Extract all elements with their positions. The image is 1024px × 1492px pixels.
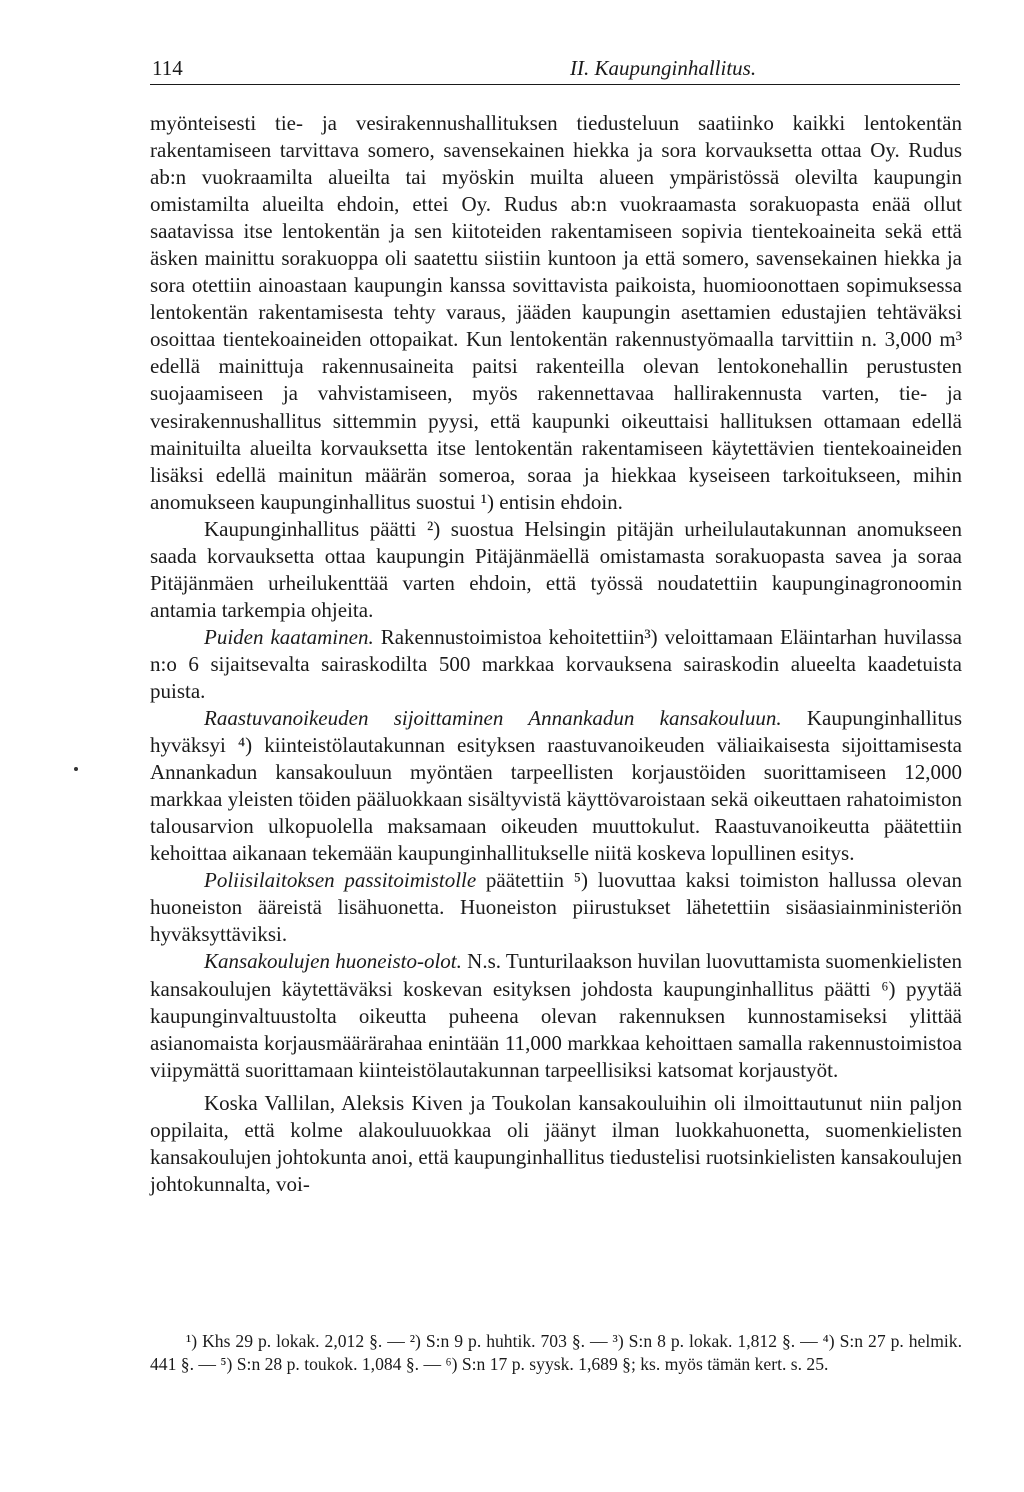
paragraph-4 bbox=[150, 705, 962, 867]
section-heading-kansakoulut: Kansakoulujen huoneisto-olot. bbox=[204, 949, 462, 974]
footnote-text: ¹) Khs 29 p. lokak. 2,012 §. — ²) S:n 9 p. huhtik. 703 §. — ³) S:n 8 p. lokak. 1,812 §. — ⁴) S:n 27 p. helmik. 441 §. — ⁵) S:n 28 p. toukok. 1,084 §. — ⁶) S:n 17 p. syysk. 1,689 §; ks. myös tämän kert. s. 25. bbox=[150, 1331, 962, 1374]
paragraph-5 bbox=[150, 867, 962, 948]
paragraph-3-text: Rakennustoimistoa kehoitettiin³) veloittamaan Eläintarhan huvilassa n:o 6 sijaitsevalta sairaskodilta 500 markkaa korvauksena sairaskodin alueelta kaadetuista puista. bbox=[150, 624, 962, 703]
footnotes bbox=[150, 1330, 962, 1375]
margin-mark bbox=[74, 767, 78, 771]
section-heading-passitoimisto: Poliisilaitoksen passitoimistolle bbox=[204, 868, 477, 893]
section-heading-raastuvanoikeus: Raastuvanoikeuden sijoittaminen Annankadun kansakouluun. bbox=[204, 706, 782, 731]
paragraph-5-text: päätettiin ⁵) luovuttaa kaksi toimiston hallussa olevan huoneiston ääreistä lisähuonetta. Huoneiston piirustukset lähetettiin sisäasiainministeriön hyväksyttäviksi. bbox=[150, 868, 962, 947]
paragraph-6 bbox=[150, 948, 962, 1083]
paragraph-4-text: Kaupunginhallitus hyväksyi ⁴) kiinteistölautakunnan esityksen raastuvanoikeuden väliaikaisesta sijoittamisesta Annankadun kansakouluun myöntäen tarpeellisten korjaustöiden suorittamiseen 12,000 markkaa yleisten töiden pääluokkaan sisältyvistä käyttövaroistaan sekä oikeuttaen rahatoimiston talousarvion ulkopuolella maksamaan oikeuden muuttokulut. Raastuvanoikeutta päätettiin kehoittaa aikanaan tekemään kaupunginhallitukselle niitä koskeva lopullinen esitys. bbox=[150, 706, 962, 866]
chapter-title: II. Kaupunginhallitus. bbox=[570, 56, 757, 80]
paragraph-1: myönteisesti tie- ja vesirakennushallituksen tiedusteluun saatiinko kaikki lentokentän rakentamiseen tarvittava somero, savensekainen hiekka ja sora korvauksetta ottaa Oy. Rudus ab:n vuokraamilta alueilta tai myöskin muilta alueen ympäristössä olevilta kaupungin omistamilta alueilta ehdoin, ettei Oy. Rudus ab:n vuokraamasta sorakuopasta enää ollut saatavissa itse lentokentän ja sen kiitoteiden rakentamiseen sopivia tientekoaineita sekä että äsken mainittu sorakuoppa oli saatettu siistiin kuntoon ja että somero, savensekainen hiekka ja sora otettiin ainoastaan kaupungin kanssa sovittavista paikoista, huomioonottaen sopimuksessa lentokentän rakentamisesta tehty varaus, jääden kaupungin asettamien edustajien tehtäväksi osoittaa tientekoaineiden ottopaikat. Kun lentokentän rakennustyömaalla tarvittiin n. 3,000 m³ edellä mainittuja rakennusaineita paitsi rakenteilla olevan lentokonehallin perustusten suojaamiseen ja vahvistamiseen, myös rakennettavaa hallirakennusta varten, tie- ja vesirakennushallitus sittemmin pyysi, että kaupunki oikeuttaisi hallituksen ottamaan edellä mainituilta alueilta korvauksetta itse lentokentän rakentamiseen käytettävien tientekoaineiden lisäksi edellä mainitun määrän someroa, soraa ja hiekkaa kyseiseen tarkoitukseen, mihin anomukseen kaupunginhallitus suostui ¹) entisin ehdoin. bbox=[150, 111, 962, 514]
running-header bbox=[150, 52, 960, 85]
paragraph-6-text: N.s. Tunturilaakson huvilan luovuttamista suomenkielisten kansakoulujen käytettäväksi koskevan esityksen johdosta kaupunginhallitus päätti ⁶) pyytää kaupunginvaltuustolta oikeutta puheena olevan rakennuksen kunnostamiseksi ylittää asianomaista korjausmäärärahaa enintään 11,000 markkaa kehoittaen samalla rakennustoimistoa viipymättä suorittamaan kiinteistölautakunnan tarpeellisiksi katsomat korjaustyöt. bbox=[150, 949, 962, 1082]
paragraph-3 bbox=[150, 624, 962, 705]
paragraph-7: Koska Vallilan, Aleksis Kiven ja Toukolan kansakouluihin oli ilmoittautunut niin paljon oppilaita, että kolme alakouluuokkaa oli jäänyt ilman luokkahuonetta, suomenkielisten kansakoulujen johtokunta anoi, että kaupunginhallitus tiedustelisi ruotsinkielisten kansakoulujen johtokunnalta, voi- bbox=[150, 1090, 962, 1196]
section-heading-puiden-kaataminen: Puiden kaataminen. bbox=[204, 624, 374, 649]
body-text bbox=[150, 110, 962, 1198]
paragraph-2: Kaupunginhallitus päätti ²) suostua Helsingin pitäjän urheilulautakunnan anomukseen saada korvauksetta ottaa kaupungin Pitäjänmäellä omistamasta sorakuopasta savea ja soraa Pitäjänmäen urheilukenttää varten ehdoin, että työssä noudatettiin kaupunginagronoomin antamia tarkempia ohjeita. bbox=[150, 516, 962, 622]
page-number: 114 bbox=[152, 56, 183, 80]
